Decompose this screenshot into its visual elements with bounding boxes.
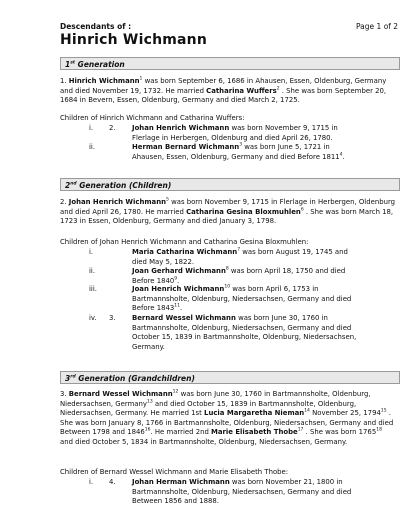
- spouse-name: Catharina Gesina Bloxmuhlen: [186, 207, 301, 216]
- generation-number: 4.: [109, 478, 116, 486]
- generation-2-entry: 2. Johan Henrich Wichmann$^5$ was born November 9, 1715 in Flerlage in Herbergen, Oldenburg and died April 26, 1780. He married Catharina Gesina Bloxmuhlen$^6$ . She was born March 18, 1723 in Essen, Oldenburg, Germany and died January 3, 1798.: [60, 197, 396, 226]
- generation-1-entry: 1. Hinrich Wichmann$^1$ was born September 6, 1686 in Ahausen, Essen, Oldenburg, Germany and died November 19, 1732. He married Catharina Wuffers$^2$ . She was born September 20, 1684 in Bevern, Essen, Oldenburg, Germany and died March 2, 1725.: [60, 76, 387, 105]
- generation-1-header: 1st Generation: [60, 57, 400, 70]
- person-name: Hinrich Wichmann: [68, 77, 140, 85]
- roman-numeral: iv.: [89, 314, 97, 322]
- child-entry: Joan Gerhard Wichmann$^8$ was born April 18, 1750 and died Before 1840$^9$.: [132, 266, 346, 285]
- generation-3-header: 3rd Generation (Grandchildren): [60, 371, 400, 384]
- child-entry: Bernard Wessel Wichmann was born June 30, 1760 in Bartmannsholte, Oldenburg, Niedersachsen, Germany and died October 15, 1839 in Bartmannsholte, Oldenburg, Niedersachsen, Germany.: [132, 314, 357, 351]
- page-title: Hinrich Wichmann: [60, 32, 208, 48]
- roman-numeral: i.: [89, 478, 94, 486]
- generation-number: 3.: [109, 314, 116, 322]
- roman-numeral: i.: [89, 248, 94, 256]
- spouse-name: Catharina Wuffers: [206, 86, 277, 95]
- person-name: Bernard Wessel Wichmann: [68, 390, 173, 398]
- descendants-of-label: Descendants of :: [60, 22, 132, 31]
- children-intro: Children of Hinrich Wichmann and Catharina Wuffers:: [60, 114, 245, 122]
- roman-numeral: ii.: [89, 267, 96, 275]
- children-intro: Children of Johan Henrich Wichmann and Catharina Gesina Bloxmuhlen:: [60, 238, 309, 246]
- child-entry: Herman Bernard Wichmann$^3$ was born June 5, 1721 in Ahausen, Essen, Oldenburg, Germany and died Before 1811$^4$.: [132, 142, 345, 161]
- generation-number: 2.: [109, 124, 116, 132]
- roman-numeral: ii.: [89, 143, 96, 151]
- spouse-name: Lucia Margaretha Nieman: [204, 409, 305, 418]
- child-entry: Maria Catharina Wichmann$^7$ was born August 19, 1745 and died May 5, 1822.: [132, 247, 348, 266]
- person-name: Johan Henrich Wichmann: [68, 198, 167, 206]
- roman-numeral: i.: [89, 124, 94, 132]
- generation-2-header: 2nd Generation (Children): [60, 178, 400, 191]
- child-entry: Joan Henrich Wichmann$^{10}$ was born April 6, 1753 in Bartmannsholte, Oldenburg, Niedersachsen, Germany and died Before 1843$^{11}$.: [132, 284, 352, 313]
- child-entry: Johan Herman Wichmann was born November 21, 1800 in Bartmannsholte, Oldenburg, Niedersachsen, Germany and died Between 1856 and 1888.: [132, 478, 352, 506]
- page-number: Page 1 of 2: [356, 22, 399, 31]
- children-intro: Children of Bernard Wessel Wichmann and Marie Elisabeth Thobe:: [60, 468, 289, 476]
- child-entry: Johan Henrich Wichmann was born November 9, 1715 in Flerlage in Herbergen, Oldenburg and died April 26, 1780.: [132, 124, 338, 142]
- spouse-name: Marie Elisabeth Thobe: [211, 428, 298, 437]
- roman-numeral: iii.: [89, 285, 97, 293]
- generation-3-entry: 3. Bernard Wessel Wichmann$^{12}$ was born June 30, 1760 in Bartmannsholte, Oldenburg, Niedersachsen, Germany$^{13}$ and died October 15, 1839 in Bartmannsholte, Oldenburg, Niedersachsen, Germany. He married 1st Lucia Margaretha Nieman$^{14}$ November 25, 1794$^{15}$ . She was born January 8, 1766 in Bartmannsholte, Oldenburg, Niedersachsen, Germany and died Between 1798 and 1846$^{16}$. He married 2nd Marie Elisabeth Thobe$^{17}$ . She was born 1765$^{18}$ and died October 5, 1834 in Bartmannsholte, Oldenburg, Niedersachsen, Germany.: [60, 389, 394, 446]
